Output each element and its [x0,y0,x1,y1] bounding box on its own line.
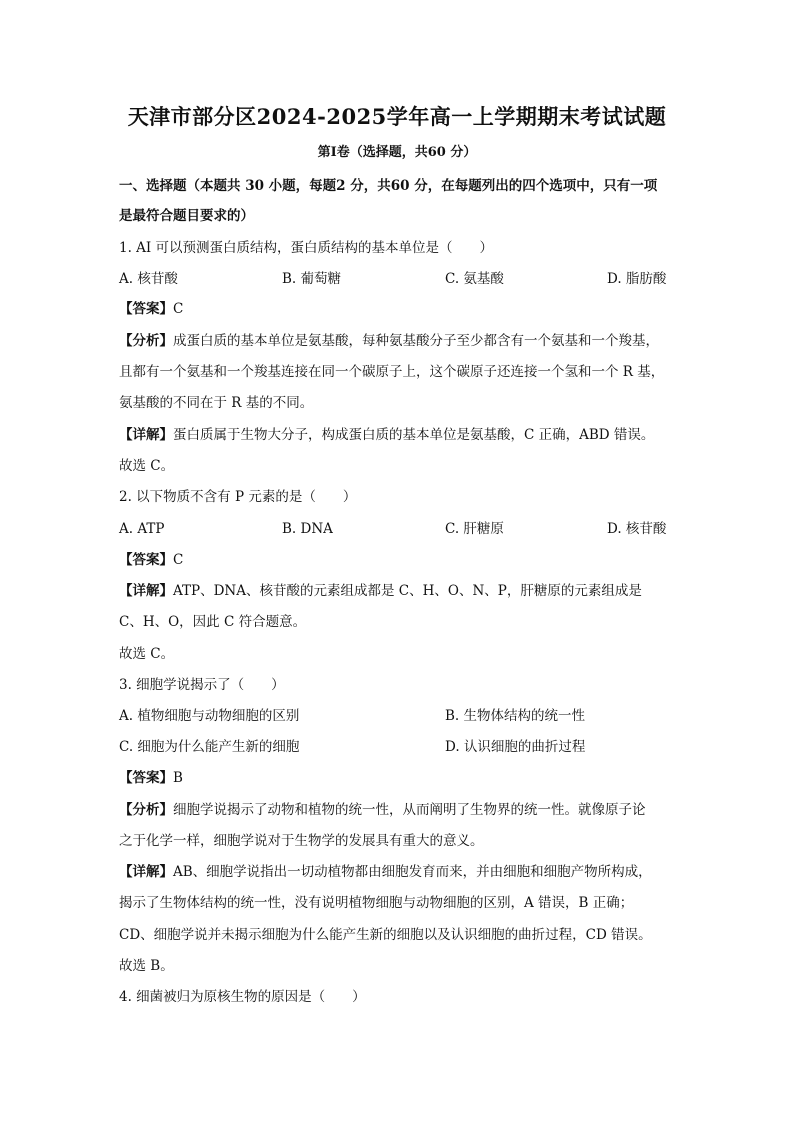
detail-tag: 【详解】 [119,583,173,599]
section-instructions-line-1: 一、选择题（本题共 30 小题，每题2 分，共60 分，在每题列出的四个选项中，只有一项 [119,178,658,194]
question-1-option-b: B. 葡萄糖 [282,271,342,287]
analysis-text: 成蛋白质的基本单位是氨基酸，每种氨基酸分子至少都含有一个氨基和一个羧基， [173,333,659,349]
answer-tag: 【答案】 [119,301,173,317]
question-2-answer [119,549,689,571]
question-1-stem: 1. AI 可以预测蛋白质结构，蛋白质结构的基本单位是（ ） [119,240,494,256]
question-2-option-d: D. 核苷酸 [607,521,667,537]
question-1-option-c: C. 氨基酸 [445,271,504,287]
question-3-analysis-line-2: 之于化学一样，细胞学说对于生物学的发展具有重大的意义。 [119,833,484,849]
question-4-stem: 4. 细菌被归为原核生物的原因是（ ） [119,989,366,1005]
analysis-tag: 【分析】 [119,802,173,818]
answer-value: C [173,552,184,568]
question-3-detail-line-3: CD、细胞学说并未揭示细胞为什么能产生新的细胞以及认识细胞的曲折过程，CD 错误。 [119,927,652,943]
section-instructions-line-2: 是最符合题目要求的） [119,208,254,224]
question-1-answer [119,298,689,320]
detail-text: 蛋白质属于生物大分子，构成蛋白质的基本单位是氨基酸，C 正确，ABD 错误。 [173,427,655,443]
question-1-detail-line-1 [119,424,689,446]
question-3-stem: 3. 细胞学说揭示了（ ） [119,677,285,693]
question-1-analysis-line-2: 且都有一个氨基和一个羧基连接在同一个碳原子上，这个碳原子还连接一个氢和一个 R 基， [119,364,665,380]
analysis-text: 细胞学说揭示了动物和植物的统一性，从而阐明了生物界的统一性。就像原子论 [173,802,646,818]
question-1-analysis-line-1 [119,330,689,352]
detail-text: ATP、DNA、核苷酸的元素组成都是 C、H、O、N、P，肝糖原的元素组成是 [173,583,642,599]
analysis-tag: 【分析】 [119,333,173,349]
question-3-option-d: D. 认识细胞的曲折过程 [445,739,586,755]
question-3-conclusion: 故选 B。 [119,958,174,974]
detail-tag: 【详解】 [119,864,173,880]
question-3-option-a: A. 植物细胞与动物细胞的区别 [119,708,300,724]
question-1-conclusion: 故选 C。 [119,458,175,474]
answer-value: B [173,770,183,786]
detail-tag: 【详解】 [119,427,173,443]
question-2-conclusion: 故选 C。 [119,646,175,662]
question-3-option-b: B. 生物体结构的统一性 [445,708,586,724]
question-2-option-c: C. 肝糖原 [445,521,504,537]
page-title: 天津市部分区2024-2025学年高一上学期期末考试试题 [127,104,667,129]
answer-tag: 【答案】 [119,770,173,786]
question-2-option-b: B. DNA [282,521,333,537]
question-3-option-c: C. 细胞为什么能产生新的细胞 [119,739,300,755]
question-2-detail-line-2: C、H、O，因此 C 符合题意。 [119,614,307,630]
section-subtitle: 第Ⅰ卷（选择题，共60 分） [317,145,477,160]
question-3-detail-line-1 [119,861,689,883]
question-1-option-d: D. 脂肪酸 [607,271,667,287]
question-1-analysis-line-3: 氨基酸的不同在于 R 基的不同。 [119,395,314,411]
question-1-option-a: A. 核苷酸 [119,271,178,287]
question-3-analysis-line-1 [119,799,689,821]
question-2-stem: 2. 以下物质不含有 P 元素的是（ ） [119,489,357,505]
answer-tag: 【答案】 [119,552,173,568]
question-3-detail-line-2: 揭示了生物体结构的统一性，没有说明植物细胞与动物细胞的区别，A 错误，B 正确； [119,895,634,911]
detail-text: AB、细胞学说指出一切动植物都由细胞发育而来，并由细胞和细胞产物所构成， [173,864,652,880]
question-2-option-a: A. ATP [119,521,165,537]
question-2-detail-line-1 [119,580,689,602]
answer-value: C [173,301,184,317]
question-3-answer [119,767,689,789]
